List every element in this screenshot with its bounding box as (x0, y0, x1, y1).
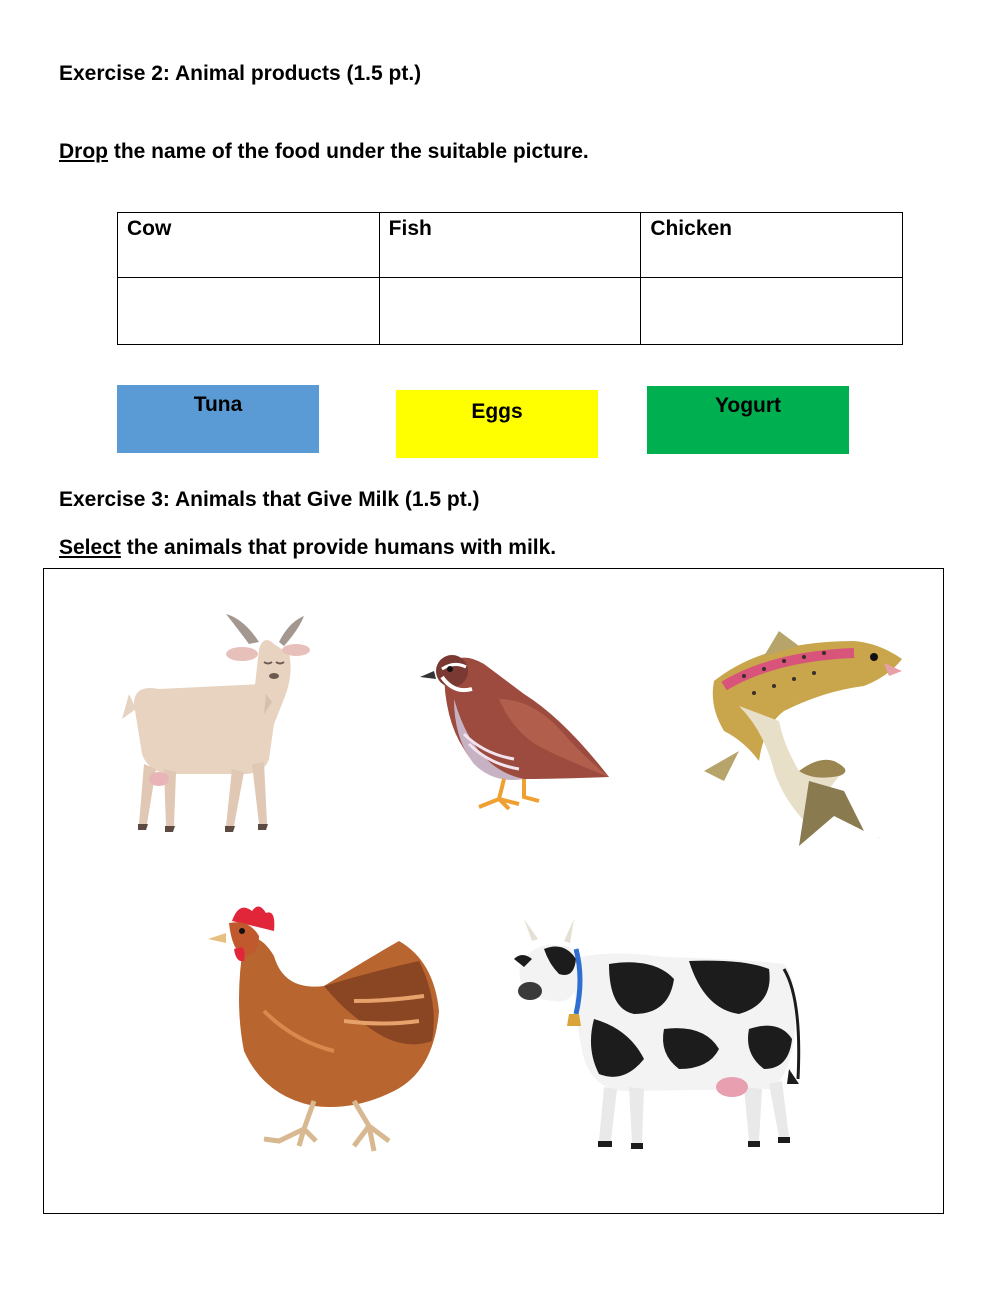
animals-selection-frame (43, 568, 944, 1214)
exercise-3-instruction (59, 536, 556, 560)
column-header-fish: Fish (379, 213, 641, 278)
instruction-text: the name of the food under the suitable picture. (108, 140, 589, 163)
quail-icon[interactable] (414, 639, 614, 814)
instruction-verb-drop: Drop (59, 140, 108, 163)
column-header-chicken: Chicken (641, 213, 903, 278)
column-header-cow: Cow (118, 213, 380, 278)
draggable-chip-tuna[interactable]: Tuna (117, 385, 319, 453)
drop-zone-fish[interactable] (379, 278, 641, 345)
instruction-text: the animals that provide humans with milk. (120, 536, 557, 559)
drop-zone-cow[interactable] (118, 278, 380, 345)
exercise-3-title: Exercise 3: Animals that Give Milk (1.5 pt.) (59, 488, 480, 511)
goat-icon[interactable] (114, 614, 314, 839)
drop-zone-chicken[interactable] (641, 278, 903, 345)
exercise-2-instruction (59, 140, 589, 164)
cow-icon[interactable] (514, 919, 804, 1151)
watermark-mark: · (878, 835, 880, 841)
draggable-chip-yogurt[interactable]: Yogurt (647, 386, 849, 454)
instruction-verb-select: Select (59, 536, 121, 559)
drop-table (117, 212, 903, 345)
hen-icon[interactable] (204, 901, 439, 1156)
exercise-2-title: Exercise 2: Animal products (1.5 pt.) (59, 62, 422, 85)
draggable-chip-eggs[interactable]: Eggs (396, 390, 598, 458)
trout-icon[interactable] (704, 631, 904, 846)
